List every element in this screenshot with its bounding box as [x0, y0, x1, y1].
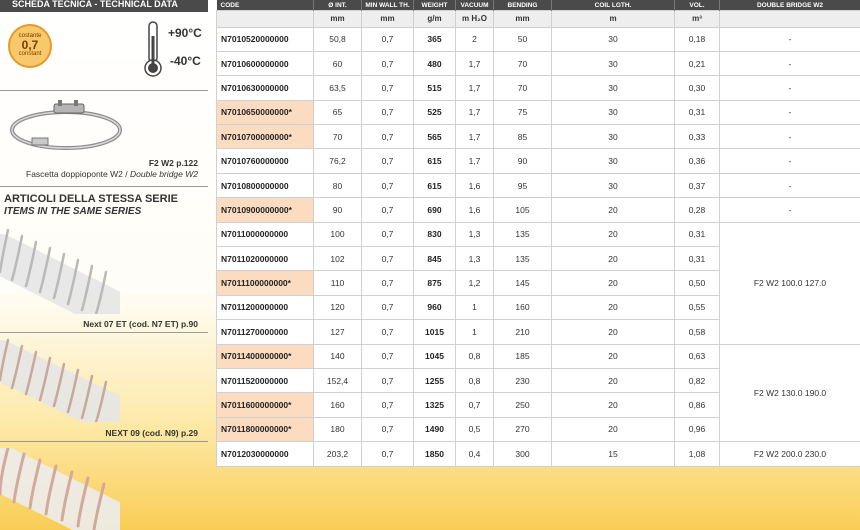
- volume-cell: 0,58: [675, 320, 720, 344]
- clamp-description: [26, 169, 198, 179]
- double-bridge-cell: -: [720, 149, 860, 173]
- wall-thickness-cell: 0,7: [362, 76, 414, 100]
- weight-cell: 960: [414, 295, 456, 319]
- unit-cell: m: [552, 10, 675, 27]
- table-row: [217, 198, 860, 222]
- product-code-cell: N7011600000000*: [217, 393, 314, 417]
- wall-thickness-cell: 0,7: [362, 149, 414, 173]
- table-row: [217, 27, 860, 51]
- bending-radius-cell: 50: [494, 27, 552, 51]
- wall-thickness-cell: 0,7: [362, 173, 414, 197]
- unit-cell: mm: [362, 10, 414, 27]
- coil-length-cell: 20: [552, 271, 675, 295]
- bending-radius-cell: 135: [494, 247, 552, 271]
- unit-cell: g/m: [414, 10, 456, 27]
- coil-length-cell: 30: [552, 173, 675, 197]
- product-code-cell: N7011200000000: [217, 295, 314, 319]
- bending-radius-cell: 85: [494, 125, 552, 149]
- table-row: [217, 222, 860, 246]
- related-series-subtitle: ITEMS IN THE SAME SERIES: [4, 206, 142, 217]
- bending-radius-cell: 135: [494, 222, 552, 246]
- double-bridge-clamp-image: [6, 96, 126, 154]
- wall-thickness-cell: 0,7: [362, 320, 414, 344]
- coil-length-cell: 30: [552, 100, 675, 124]
- volume-cell: 0,96: [675, 417, 720, 441]
- related-item-label[interactable]: NEXT 09 (cod. N9) p.29: [105, 428, 198, 438]
- double-bridge-cell: -: [720, 76, 860, 100]
- diameter-cell: 160: [314, 393, 362, 417]
- diameter-cell: 70: [314, 125, 362, 149]
- double-bridge-cell: -: [720, 27, 860, 51]
- vacuum-cell: 1: [456, 295, 494, 319]
- diameter-cell: 50,8: [314, 27, 362, 51]
- table-row: [217, 442, 860, 466]
- badge-value: 0,7: [21, 38, 39, 52]
- unit-cell: m³: [675, 10, 720, 27]
- product-code-cell: N7011400000000*: [217, 344, 314, 368]
- volume-cell: 0,31: [675, 247, 720, 271]
- wall-thickness-cell: 0,7: [362, 417, 414, 441]
- diameter-cell: 180: [314, 417, 362, 441]
- volume-cell: 0,18: [675, 27, 720, 51]
- vacuum-cell: 1,6: [456, 198, 494, 222]
- diameter-cell: 76,2: [314, 149, 362, 173]
- bending-radius-cell: 70: [494, 76, 552, 100]
- vacuum-cell: 1,2: [456, 271, 494, 295]
- vacuum-cell: 0,8: [456, 344, 494, 368]
- vacuum-cell: 0,7: [456, 393, 494, 417]
- wall-thickness-cell: 0,7: [362, 295, 414, 319]
- wall-thickness-cell: 0,7: [362, 222, 414, 246]
- vacuum-cell: 0,5: [456, 417, 494, 441]
- vacuum-cell: 1,3: [456, 247, 494, 271]
- diameter-cell: 102: [314, 247, 362, 271]
- col-header-volume: VOL.: [675, 0, 720, 10]
- volume-cell: 1,08: [675, 442, 720, 466]
- diameter-cell: 80: [314, 173, 362, 197]
- hose-image: [0, 448, 120, 530]
- double-bridge-cell: -: [720, 198, 860, 222]
- wall-thickness-cell: 0,7: [362, 100, 414, 124]
- coil-length-cell: 20: [552, 417, 675, 441]
- diameter-cell: 63,5: [314, 76, 362, 100]
- technical-data-table: [216, 0, 860, 467]
- wall-thickness-cell: 0,7: [362, 51, 414, 75]
- bending-radius-cell: 230: [494, 368, 552, 392]
- diameter-cell: 152,4: [314, 368, 362, 392]
- coil-length-cell: 20: [552, 247, 675, 271]
- diameter-cell: 100: [314, 222, 362, 246]
- constant-wall-badge: [8, 24, 52, 68]
- clamp-code: F2 W2 p.122: [148, 158, 198, 168]
- divider: [0, 441, 208, 442]
- weight-cell: 1325: [414, 393, 456, 417]
- weight-cell: 1045: [414, 344, 456, 368]
- unit-cell: [720, 10, 860, 27]
- vacuum-cell: 1,7: [456, 149, 494, 173]
- product-code-cell: N7010700000000*: [217, 125, 314, 149]
- related-series-title: ARTICOLI DELLA STESSA SERIE: [4, 193, 178, 205]
- diameter-cell: 127: [314, 320, 362, 344]
- wall-thickness-cell: 0,7: [362, 271, 414, 295]
- bending-radius-cell: 185: [494, 344, 552, 368]
- hose-image: [0, 222, 120, 314]
- table-row: [217, 100, 860, 124]
- product-code-cell: N7010630000000: [217, 76, 314, 100]
- double-bridge-cell: F2 W2 200.0 230.0: [720, 442, 860, 466]
- vacuum-cell: 2: [456, 27, 494, 51]
- vacuum-cell: 1,7: [456, 51, 494, 75]
- divider: [0, 332, 208, 333]
- product-code-cell: N7011270000000: [217, 320, 314, 344]
- min-temperature: -40°C: [170, 54, 201, 68]
- product-code-cell: N7010650000000*: [217, 100, 314, 124]
- diameter-cell: 65: [314, 100, 362, 124]
- diameter-cell: 140: [314, 344, 362, 368]
- col-header-code: CODE: [217, 0, 314, 10]
- product-code-cell: N7012030000000: [217, 442, 314, 466]
- badge-bottom-label: constant: [18, 51, 42, 57]
- vacuum-cell: 1,7: [456, 76, 494, 100]
- bending-radius-cell: 95: [494, 173, 552, 197]
- coil-length-cell: 20: [552, 344, 675, 368]
- product-code-cell: N7010900000000*: [217, 198, 314, 222]
- volume-cell: 0,55: [675, 295, 720, 319]
- col-header-bridge: DOUBLE BRIDGE W2: [720, 0, 860, 10]
- diameter-cell: 203,2: [314, 442, 362, 466]
- weight-cell: 365: [414, 27, 456, 51]
- product-code-cell: N7010760000000: [217, 149, 314, 173]
- bending-radius-cell: 270: [494, 417, 552, 441]
- coil-length-cell: 20: [552, 198, 675, 222]
- bending-radius-cell: 300: [494, 442, 552, 466]
- vacuum-cell: 1,6: [456, 173, 494, 197]
- vacuum-cell: 1: [456, 320, 494, 344]
- unit-cell: m H₂O: [456, 10, 494, 27]
- diameter-cell: 90: [314, 198, 362, 222]
- coil-length-cell: 20: [552, 368, 675, 392]
- table-row: [217, 173, 860, 197]
- wall-thickness-cell: 0,7: [362, 247, 414, 271]
- volume-cell: 0,82: [675, 368, 720, 392]
- coil-length-cell: 30: [552, 27, 675, 51]
- section-header: SCHEDA TECNICA - TECHNICAL DATA: [0, 0, 208, 12]
- left-panel: [0, 0, 208, 530]
- wall-thickness-cell: 0,7: [362, 198, 414, 222]
- diameter-cell: 120: [314, 295, 362, 319]
- vacuum-cell: 1,7: [456, 125, 494, 149]
- units-row: [217, 10, 860, 27]
- weight-cell: 565: [414, 125, 456, 149]
- weight-cell: 1490: [414, 417, 456, 441]
- double-bridge-cell: F2 W2 100.0 127.0: [720, 222, 860, 344]
- vacuum-cell: 1,7: [456, 100, 494, 124]
- weight-cell: 875: [414, 271, 456, 295]
- col-header-wall: MIN WALL TH.: [362, 0, 414, 10]
- unit-cell: mm: [494, 10, 552, 27]
- weight-cell: 830: [414, 222, 456, 246]
- weight-cell: 690: [414, 198, 456, 222]
- diameter-cell: 110: [314, 271, 362, 295]
- badge-top-label: costante: [18, 33, 42, 39]
- double-bridge-cell: F2 W2 130.0 190.0: [720, 344, 860, 442]
- volume-cell: 0,37: [675, 173, 720, 197]
- product-code-cell: N7011800000000*: [217, 417, 314, 441]
- volume-cell: 0,31: [675, 222, 720, 246]
- wall-thickness-cell: 0,7: [362, 368, 414, 392]
- weight-cell: 615: [414, 149, 456, 173]
- double-bridge-cell: -: [720, 51, 860, 75]
- coil-length-cell: 30: [552, 76, 675, 100]
- col-header-diameter: Ø INT.: [314, 0, 362, 10]
- bending-radius-cell: 210: [494, 320, 552, 344]
- coil-length-cell: 20: [552, 295, 675, 319]
- wall-thickness-cell: 0,7: [362, 393, 414, 417]
- double-bridge-cell: -: [720, 100, 860, 124]
- weight-cell: 480: [414, 51, 456, 75]
- bending-radius-cell: 105: [494, 198, 552, 222]
- table-row: [217, 344, 860, 368]
- weight-cell: 845: [414, 247, 456, 271]
- clamp-desc-it: Fascetta doppioponte W2 /: [26, 169, 130, 179]
- wall-thickness-cell: 0,7: [362, 442, 414, 466]
- product-code-cell: N7010800000000: [217, 173, 314, 197]
- wall-thickness-cell: 0,7: [362, 125, 414, 149]
- coil-length-cell: 20: [552, 393, 675, 417]
- thermometer-icon: [142, 20, 164, 78]
- coil-length-cell: 30: [552, 125, 675, 149]
- table-row: [217, 149, 860, 173]
- col-header-coil: COIL LGTH.: [552, 0, 675, 10]
- vacuum-cell: 1,3: [456, 222, 494, 246]
- bending-radius-cell: 250: [494, 393, 552, 417]
- volume-cell: 0,50: [675, 271, 720, 295]
- coil-length-cell: 20: [552, 222, 675, 246]
- weight-cell: 1255: [414, 368, 456, 392]
- max-temperature: +90°C: [168, 26, 202, 40]
- volume-cell: 0,86: [675, 393, 720, 417]
- product-code-cell: N7010600000000: [217, 51, 314, 75]
- weight-cell: 1850: [414, 442, 456, 466]
- vacuum-cell: 0,8: [456, 368, 494, 392]
- bending-radius-cell: 160: [494, 295, 552, 319]
- divider: [0, 186, 208, 187]
- divider: [0, 90, 208, 91]
- col-header-vacuum: VACUUM: [456, 0, 494, 10]
- related-item-label[interactable]: Next 07 ET (cod. N7 ET) p.90: [83, 319, 198, 329]
- product-code-cell: N7011520000000: [217, 368, 314, 392]
- product-code-cell: N7011020000000: [217, 247, 314, 271]
- wall-thickness-cell: 0,7: [362, 344, 414, 368]
- vacuum-cell: 0,4: [456, 442, 494, 466]
- coil-length-cell: 30: [552, 149, 675, 173]
- coil-length-cell: 30: [552, 51, 675, 75]
- table-row: [217, 51, 860, 75]
- col-header-bending: BENDING: [494, 0, 552, 10]
- volume-cell: 0,21: [675, 51, 720, 75]
- volume-cell: 0,28: [675, 198, 720, 222]
- double-bridge-cell: -: [720, 173, 860, 197]
- diameter-cell: 60: [314, 51, 362, 75]
- clamp-desc-en: Double bridge W2: [129, 169, 198, 179]
- table-header-row: [217, 0, 860, 10]
- product-code-cell: N7011000000000: [217, 222, 314, 246]
- bending-radius-cell: 70: [494, 51, 552, 75]
- unit-cell: mm: [314, 10, 362, 27]
- unit-cell: [217, 10, 314, 27]
- volume-cell: 0,33: [675, 125, 720, 149]
- volume-cell: 0,30: [675, 76, 720, 100]
- bending-radius-cell: 75: [494, 100, 552, 124]
- weight-cell: 525: [414, 100, 456, 124]
- hose-image: [0, 338, 120, 422]
- product-code-cell: N7011100000000*: [217, 271, 314, 295]
- table-row: [217, 76, 860, 100]
- bending-radius-cell: 145: [494, 271, 552, 295]
- wall-thickness-cell: 0,7: [362, 27, 414, 51]
- product-code-cell: N7010520000000: [217, 27, 314, 51]
- coil-length-cell: 20: [552, 320, 675, 344]
- table-row: [217, 125, 860, 149]
- col-header-weight: WEIGHT: [414, 0, 456, 10]
- volume-cell: 0,36: [675, 149, 720, 173]
- weight-cell: 515: [414, 76, 456, 100]
- coil-length-cell: 15: [552, 442, 675, 466]
- double-bridge-cell: -: [720, 125, 860, 149]
- weight-cell: 1015: [414, 320, 456, 344]
- volume-cell: 0,31: [675, 100, 720, 124]
- volume-cell: 0,63: [675, 344, 720, 368]
- bending-radius-cell: 90: [494, 149, 552, 173]
- weight-cell: 615: [414, 173, 456, 197]
